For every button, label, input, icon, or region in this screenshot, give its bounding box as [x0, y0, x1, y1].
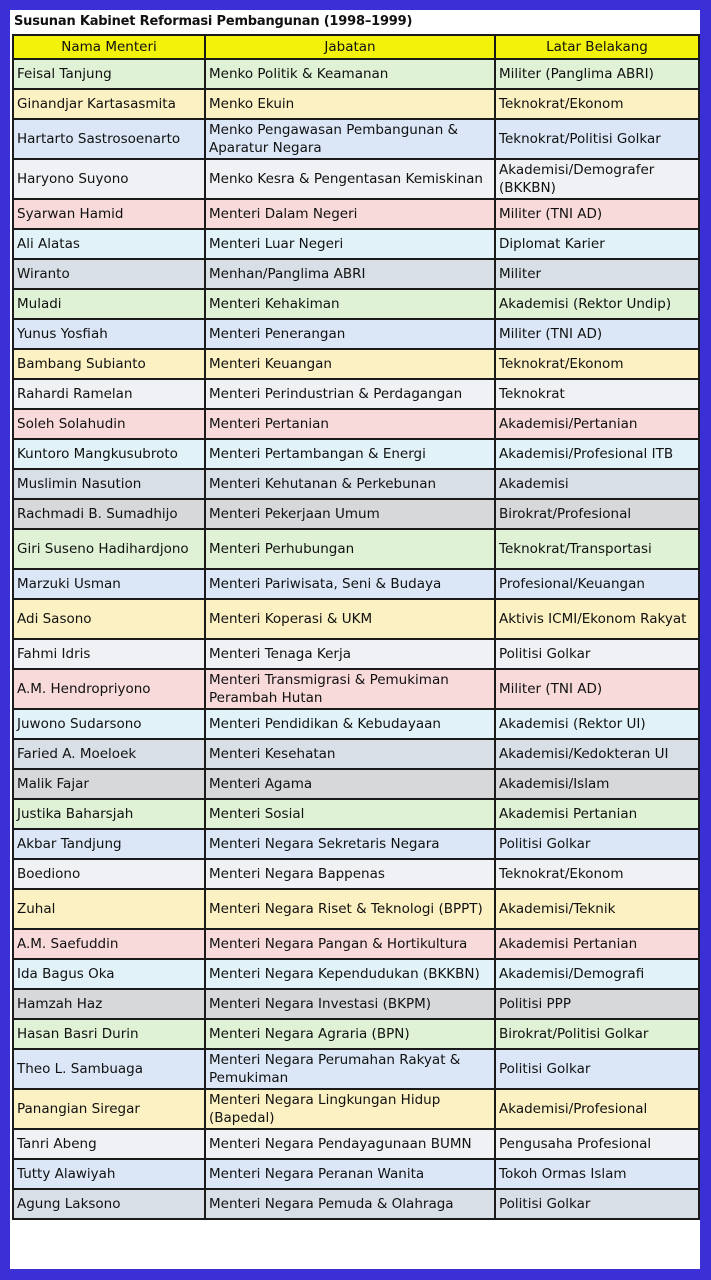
table-row: [13, 529, 699, 569]
table-row: [13, 59, 699, 89]
minister-name-cell: Justika Baharsjah: [13, 799, 205, 829]
position-cell: Menteri Luar Negeri: [205, 229, 495, 259]
position-cell: Menteri Agama: [205, 769, 495, 799]
background-cell: Diplomat Karier: [495, 229, 699, 259]
table-row: [13, 89, 699, 119]
background-cell: Profesional/Keuangan: [495, 569, 699, 599]
background-cell: Militer (Panglima ABRI): [495, 59, 699, 89]
position-cell: Menteri Penerangan: [205, 319, 495, 349]
minister-name-cell: Tanri Abeng: [13, 1129, 205, 1159]
table-row: [13, 799, 699, 829]
table-row: [13, 709, 699, 739]
minister-name-cell: A.M. Hendropriyono: [13, 669, 205, 709]
table-row: [13, 569, 699, 599]
minister-name-cell: Adi Sasono: [13, 599, 205, 639]
position-cell: Menteri Perindustrian & Perdagangan: [205, 379, 495, 409]
table-row: [13, 199, 699, 229]
minister-name-cell: Yunus Yosfiah: [13, 319, 205, 349]
background-cell: Akademisi Pertanian: [495, 799, 699, 829]
table-row: [13, 1049, 699, 1089]
position-cell: Menteri Kehutanan & Perkebunan: [205, 469, 495, 499]
background-cell: Teknokrat/Ekonom: [495, 859, 699, 889]
position-cell: Menteri Kehakiman: [205, 289, 495, 319]
background-cell: Akademisi (Rektor UI): [495, 709, 699, 739]
table-row: [13, 439, 699, 469]
position-cell: Menteri Negara Peranan Wanita: [205, 1159, 495, 1189]
header-name: Nama Menteri: [13, 35, 205, 59]
table-row: [13, 119, 699, 159]
minister-name-cell: Feisal Tanjung: [13, 59, 205, 89]
background-cell: Akademisi/Pertanian: [495, 409, 699, 439]
position-cell: Menteri Negara Riset & Teknologi (BPPT): [205, 889, 495, 929]
background-cell: Akademisi/Profesional ITB: [495, 439, 699, 469]
header-position: Jabatan: [205, 35, 495, 59]
minister-name-cell: Faried A. Moeloek: [13, 739, 205, 769]
table-row: [13, 1089, 699, 1129]
background-cell: Teknokrat: [495, 379, 699, 409]
minister-name-cell: Tutty Alawiyah: [13, 1159, 205, 1189]
minister-name-cell: Bambang Subianto: [13, 349, 205, 379]
table-row: [13, 739, 699, 769]
minister-name-cell: A.M. Saefuddin: [13, 929, 205, 959]
minister-name-cell: Fahmi Idris: [13, 639, 205, 669]
document-frame: [10, 10, 700, 1269]
table-row: [13, 889, 699, 929]
minister-name-cell: Soleh Solahudin: [13, 409, 205, 439]
background-cell: Politisi Golkar: [495, 1189, 699, 1219]
background-cell: Teknokrat/Transportasi: [495, 529, 699, 569]
minister-name-cell: Ali Alatas: [13, 229, 205, 259]
table-row: [13, 769, 699, 799]
background-cell: Militer (TNI AD): [495, 319, 699, 349]
table-row: [13, 319, 699, 349]
background-cell: Akademisi/Islam: [495, 769, 699, 799]
minister-name-cell: Malik Fajar: [13, 769, 205, 799]
minister-name-cell: Boediono: [13, 859, 205, 889]
position-cell: Menteri Transmigrasi & Pemukiman Perambah Hutan: [205, 669, 495, 709]
header-row: [13, 35, 699, 59]
background-cell: Akademisi (Rektor Undip): [495, 289, 699, 319]
background-cell: Akademisi/Demografi: [495, 959, 699, 989]
position-cell: Menko Kesra & Pengentasan Kemiskinan: [205, 159, 495, 199]
position-cell: Menteri Pertambangan & Energi: [205, 439, 495, 469]
table-row: [13, 259, 699, 289]
table-row: [13, 1189, 699, 1219]
table-row: [13, 379, 699, 409]
table-title: Susunan Kabinet Reformasi Pembangunan (1998–1999): [14, 14, 413, 29]
position-cell: Menteri Negara Pendayagunaan BUMN: [205, 1129, 495, 1159]
table-row: [13, 1159, 699, 1189]
background-cell: Pengusaha Profesional: [495, 1129, 699, 1159]
table-row: [13, 1019, 699, 1049]
minister-name-cell: Panangian Siregar: [13, 1089, 205, 1129]
position-cell: Menteri Koperasi & UKM: [205, 599, 495, 639]
table-row: [13, 469, 699, 499]
position-cell: Menko Pengawasan Pembangunan & Aparatur Negara: [205, 119, 495, 159]
background-cell: Akademisi/Demografer (BKKBN): [495, 159, 699, 199]
minister-name-cell: Rachmadi B. Sumadhijo: [13, 499, 205, 529]
table-row: [13, 669, 699, 709]
minister-name-cell: Kuntoro Mangkusubroto: [13, 439, 205, 469]
minister-name-cell: Marzuki Usman: [13, 569, 205, 599]
minister-name-cell: Ida Bagus Oka: [13, 959, 205, 989]
position-cell: Menteri Negara Pemuda & Olahraga: [205, 1189, 495, 1219]
position-cell: Menhan/Panglima ABRI: [205, 259, 495, 289]
minister-name-cell: Haryono Suyono: [13, 159, 205, 199]
position-cell: Menteri Kesehatan: [205, 739, 495, 769]
table-row: [13, 639, 699, 669]
minister-name-cell: Ginandjar Kartasasmita: [13, 89, 205, 119]
background-cell: Militer (TNI AD): [495, 669, 699, 709]
minister-name-cell: Muslimin Nasution: [13, 469, 205, 499]
minister-name-cell: Agung Laksono: [13, 1189, 205, 1219]
position-cell: Menteri Pariwisata, Seni & Budaya: [205, 569, 495, 599]
minister-name-cell: Syarwan Hamid: [13, 199, 205, 229]
position-cell: Menteri Negara Investasi (BKPM): [205, 989, 495, 1019]
position-cell: Menteri Negara Agraria (BPN): [205, 1019, 495, 1049]
position-cell: Menteri Negara Pangan & Hortikultura: [205, 929, 495, 959]
background-cell: Akademisi: [495, 469, 699, 499]
position-cell: Menteri Pekerjaan Umum: [205, 499, 495, 529]
background-cell: Akademisi Pertanian: [495, 929, 699, 959]
table-body: [13, 59, 699, 1219]
position-cell: Menteri Dalam Negeri: [205, 199, 495, 229]
position-cell: Menteri Pendidikan & Kebudayaan: [205, 709, 495, 739]
table-row: [13, 989, 699, 1019]
minister-name-cell: Akbar Tandjung: [13, 829, 205, 859]
table-row: [13, 929, 699, 959]
minister-name-cell: Giri Suseno Hadihardjono: [13, 529, 205, 569]
position-cell: Menteri Keuangan: [205, 349, 495, 379]
table-row: [13, 409, 699, 439]
background-cell: Akademisi/Kedokteran UI: [495, 739, 699, 769]
background-cell: Politisi PPP: [495, 989, 699, 1019]
position-cell: Menko Ekuin: [205, 89, 495, 119]
background-cell: Politisi Golkar: [495, 639, 699, 669]
background-cell: Aktivis ICMI/Ekonom Rakyat: [495, 599, 699, 639]
background-cell: Militer (TNI AD): [495, 199, 699, 229]
background-cell: Tokoh Ormas Islam: [495, 1159, 699, 1189]
background-cell: Akademisi/Teknik: [495, 889, 699, 929]
minister-name-cell: Hamzah Haz: [13, 989, 205, 1019]
background-cell: Politisi Golkar: [495, 1049, 699, 1089]
background-cell: Teknokrat/Politisi Golkar: [495, 119, 699, 159]
minister-name-cell: Juwono Sudarsono: [13, 709, 205, 739]
background-cell: Politisi Golkar: [495, 829, 699, 859]
position-cell: Menteri Negara Bappenas: [205, 859, 495, 889]
header-background: Latar Belakang: [495, 35, 699, 59]
position-cell: Menteri Negara Kependudukan (BKKBN): [205, 959, 495, 989]
position-cell: Menteri Negara Perumahan Rakyat & Pemukiman: [205, 1049, 495, 1089]
table-row: [13, 289, 699, 319]
table-row: [13, 829, 699, 859]
background-cell: Akademisi/Profesional: [495, 1089, 699, 1129]
minister-name-cell: Zuhal: [13, 889, 205, 929]
table-row: [13, 1129, 699, 1159]
background-cell: Teknokrat/Ekonom: [495, 89, 699, 119]
minister-name-cell: Theo L. Sambuaga: [13, 1049, 205, 1089]
background-cell: Teknokrat/Ekonom: [495, 349, 699, 379]
minister-name-cell: Muladi: [13, 289, 205, 319]
table-row: [13, 229, 699, 259]
position-cell: Menteri Negara Lingkungan Hidup (Bapedal): [205, 1089, 495, 1129]
position-cell: Menteri Negara Sekretaris Negara: [205, 829, 495, 859]
background-cell: Birokrat/Profesional: [495, 499, 699, 529]
table-row: [13, 349, 699, 379]
position-cell: Menko Politik & Keamanan: [205, 59, 495, 89]
cabinet-table: [12, 34, 700, 1220]
background-cell: Militer: [495, 259, 699, 289]
minister-name-cell: Rahardi Ramelan: [13, 379, 205, 409]
position-cell: Menteri Pertanian: [205, 409, 495, 439]
background-cell: Birokrat/Politisi Golkar: [495, 1019, 699, 1049]
table-row: [13, 959, 699, 989]
position-cell: Menteri Perhubungan: [205, 529, 495, 569]
minister-name-cell: Wiranto: [13, 259, 205, 289]
position-cell: Menteri Tenaga Kerja: [205, 639, 495, 669]
table-row: [13, 599, 699, 639]
minister-name-cell: Hasan Basri Durin: [13, 1019, 205, 1049]
minister-name-cell: Hartarto Sastrosoenarto: [13, 119, 205, 159]
table-row: [13, 159, 699, 199]
table-row: [13, 499, 699, 529]
position-cell: Menteri Sosial: [205, 799, 495, 829]
table-row: [13, 859, 699, 889]
